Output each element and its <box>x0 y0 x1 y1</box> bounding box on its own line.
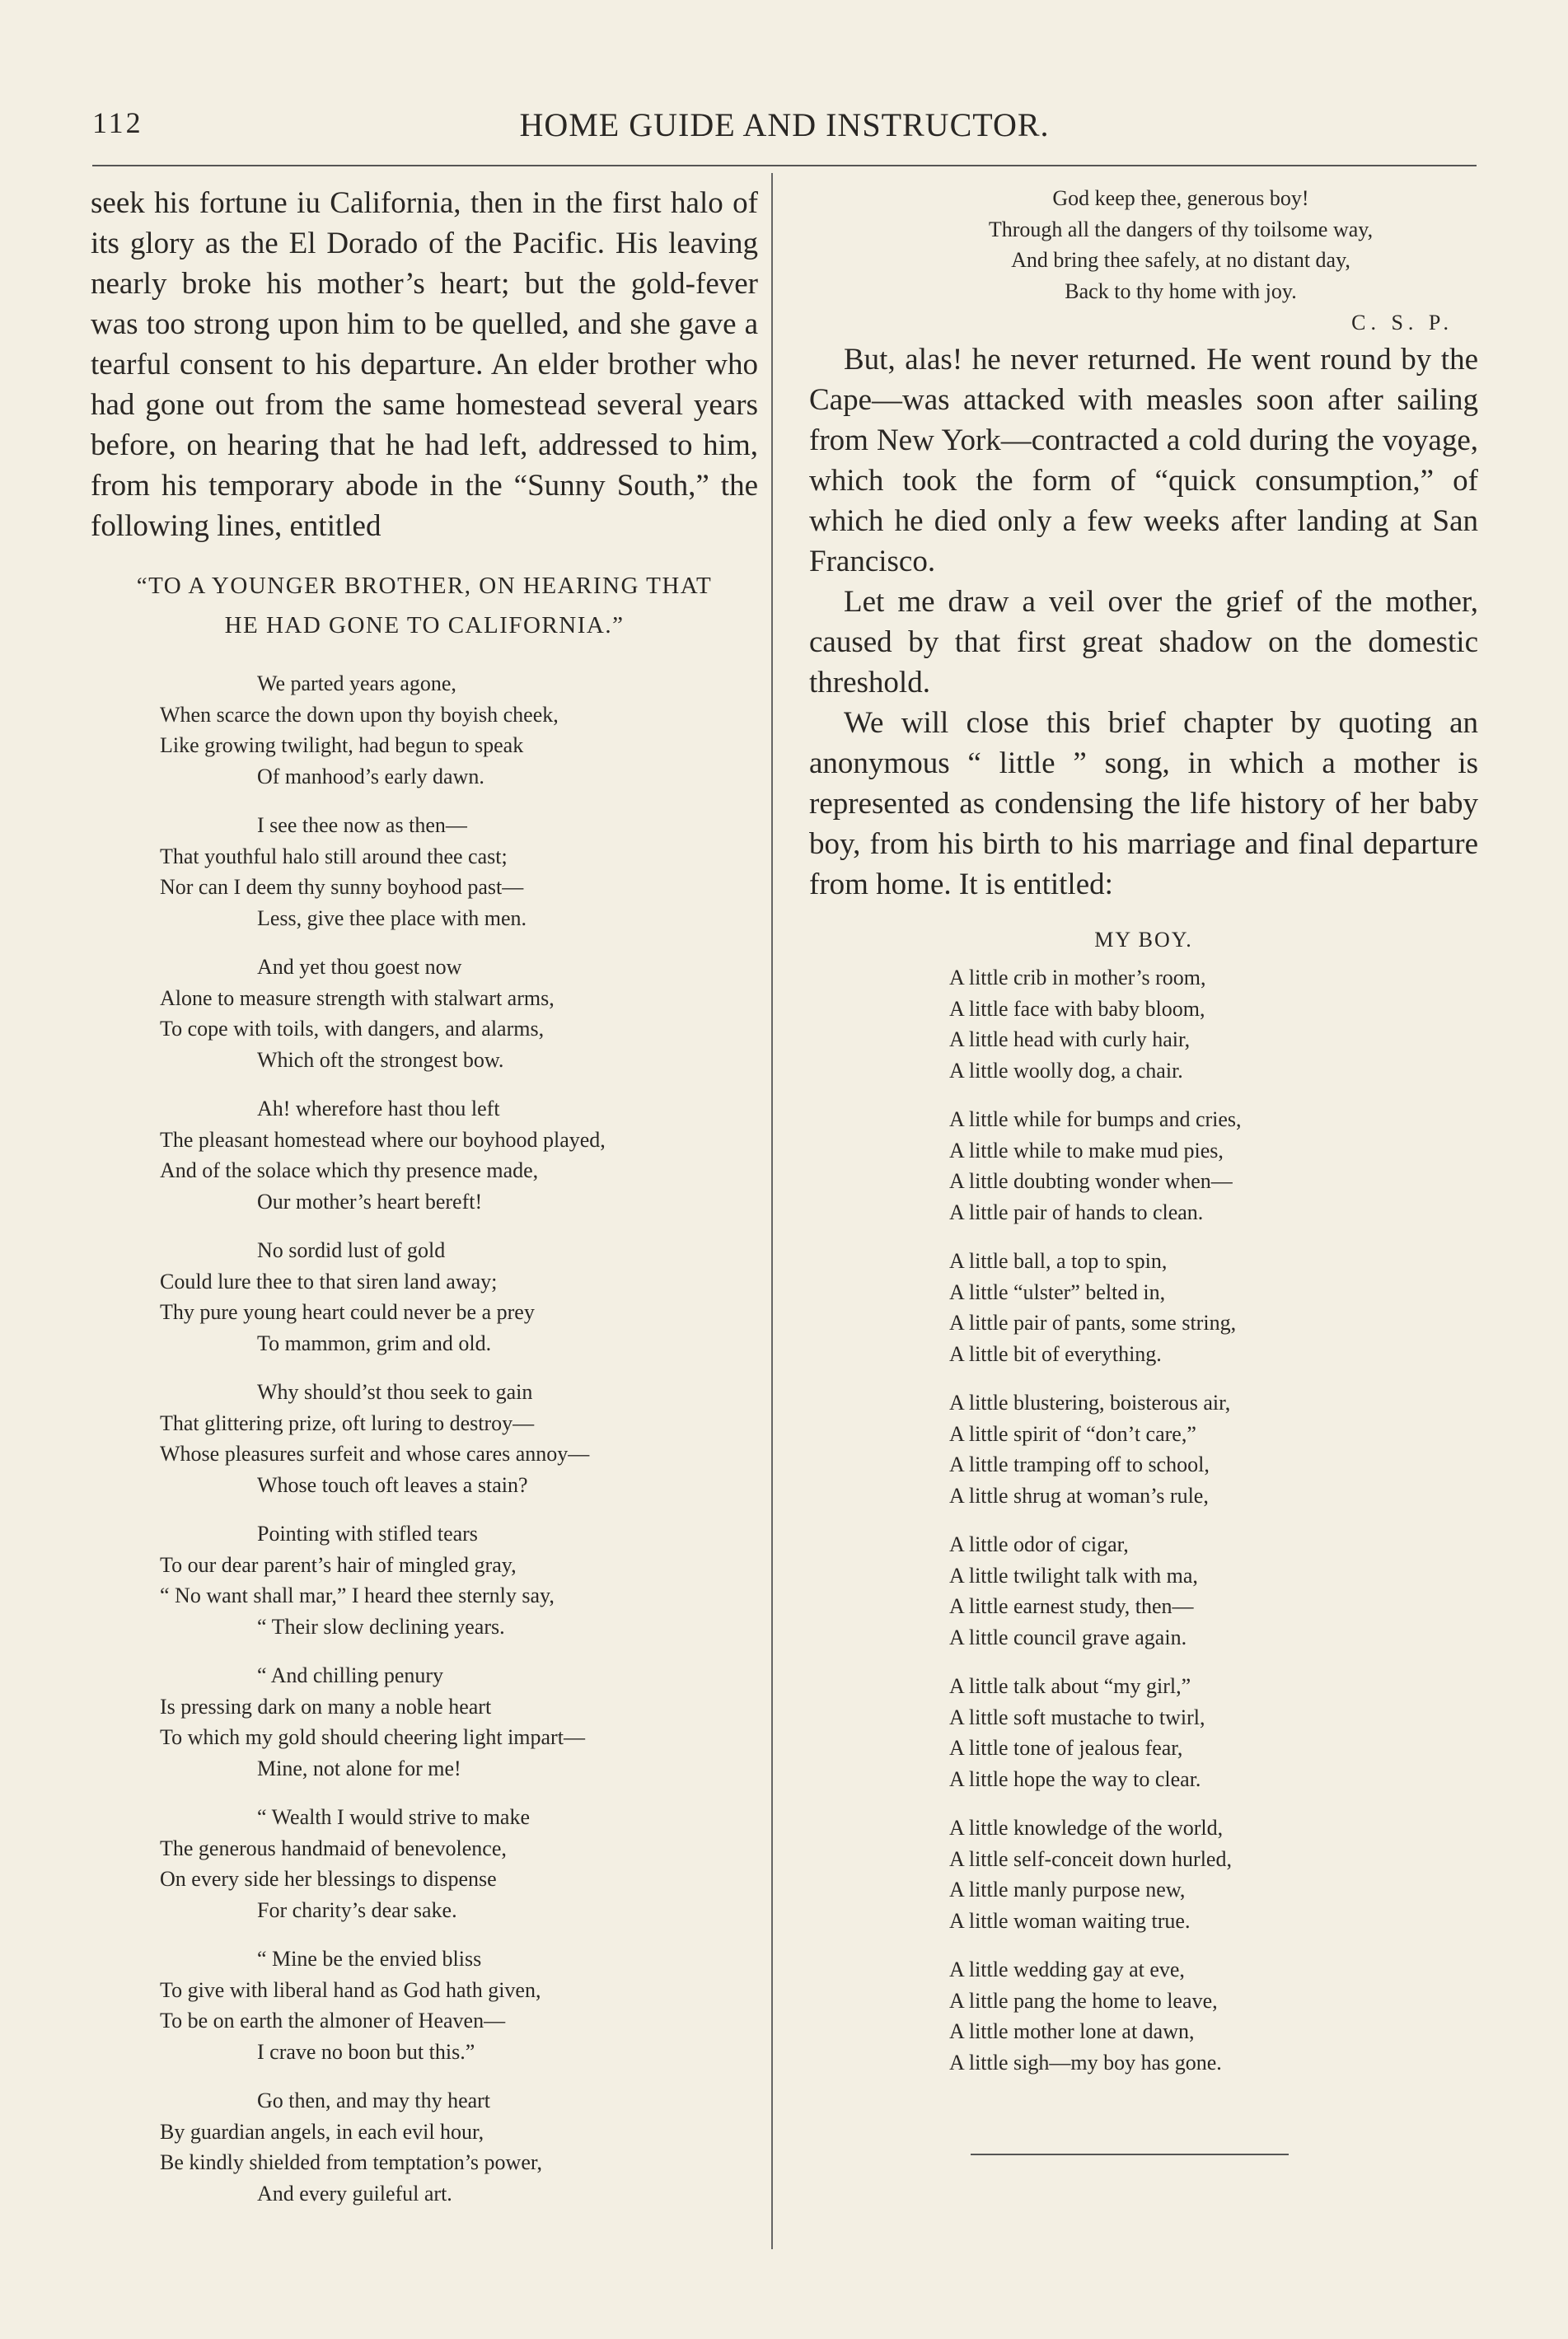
stanza <box>160 2085 758 2209</box>
poem-line: A little “ulster” belted in, <box>949 1279 1166 1304</box>
intro-paragraph: seek his fortune iu California, then in the first halo of its glory as the El Dorado of the Pacific. His leaving nearly broke his mother’s heart; but the gold-fever was too strong upon him to be quelled, and she gave a tearful consent to his departure. An elder brother who had gone out from the same homestead several years before, on hearing that he had left, addressed to him, from his temporary abode in the “Sunny South,” the following lines, entitled <box>91 186 758 543</box>
poem-line: To be on earth the almoner of Heaven— <box>160 2009 506 2033</box>
stanza <box>949 1246 1478 1369</box>
poem-line: A little talk about “my girl,” <box>949 1674 1191 1698</box>
poem-line: “ No want shall mar,” I heard thee sternly say, <box>160 1584 555 1607</box>
stanza <box>160 952 758 1075</box>
stanza <box>160 1944 758 2067</box>
poem-line: Is pressing dark on many a noble heart <box>160 1694 492 1719</box>
poem-line: When scarce the down upon thy boyish cheek, <box>160 702 559 727</box>
stanza <box>160 1093 758 1217</box>
poem-line: A little pair of hands to clean. <box>949 1200 1204 1224</box>
stanza <box>160 1660 758 1784</box>
poem-line: A little doubting wonder when— <box>949 1169 1233 1193</box>
poem-line: “ And chilling penury <box>257 1663 444 1687</box>
poem-line: A little soft mustache to twirl, <box>949 1705 1205 1729</box>
poem-line: And every guileful art. <box>257 2181 452 2206</box>
poem-line: Why should’st thou seek to gain <box>257 1380 533 1404</box>
stanza <box>949 1671 1478 1794</box>
stanza <box>160 1518 758 1642</box>
poem-line: Whose touch oft leaves a stain? <box>257 1472 528 1497</box>
poem-line: That glittering prize, oft luring to destroy— <box>160 1410 535 1435</box>
poem-line: That youthful halo still around thee cast; <box>160 844 508 868</box>
poem-closing-verse <box>809 183 1478 306</box>
poem-line: And bring thee safely, at no distant day, <box>1011 248 1350 272</box>
right-column <box>809 183 1478 2096</box>
paragraph-veil: Let me draw a veil over the grief of the mother, caused by that first great shadow on the domestic threshold. <box>809 585 1478 699</box>
my-boy-title: MY BOY. <box>1094 928 1193 952</box>
poem-line: A little shrug at woman’s rule, <box>949 1483 1209 1508</box>
poem-line: A little council grave again. <box>949 1625 1187 1649</box>
poem-line: And of the solace which thy presence made, <box>160 1158 539 1182</box>
poem-line: Our mother’s heart bereft! <box>257 1189 483 1214</box>
paragraph-closing: We will close this brief chapter by quoting an anonymous “ little ” song, in which a mother is represented as condensing the life history of her baby boy, from his birth to his marriage and final departure from home. It is entitled: <box>809 706 1478 901</box>
stanza <box>949 1387 1478 1511</box>
poem-line: I see thee now as then— <box>257 813 467 837</box>
stanza <box>949 1529 1478 1653</box>
poem-line: A little sigh—my boy has gone. <box>949 2050 1222 2075</box>
poem-signature: C. S. P. <box>1351 311 1453 334</box>
stanza <box>949 1104 1478 1228</box>
stanza <box>949 1813 1478 1936</box>
poem-line: On every side her blessings to dispense <box>160 1867 497 1891</box>
poem-line: A little wedding gay at eve, <box>949 1958 1185 1981</box>
poem-line: A little woolly dog, a chair. <box>949 1058 1183 1083</box>
poem-line: Whose pleasures surfeit and whose cares annoy— <box>160 1442 590 1466</box>
poem-line: To our dear parent’s hair of mingled gray, <box>160 1552 517 1577</box>
poem-line: Like growing twilight, had begun to speak <box>160 733 524 757</box>
poem-line: A little spirit of “don’t care,” <box>949 1421 1196 1446</box>
poem-line: A little while for bumps and cries, <box>949 1107 1242 1131</box>
poem-line: The generous handmaid of benevolence, <box>160 1836 507 1860</box>
poem-line: God keep thee, generous boy! <box>1052 186 1309 210</box>
poem-line: A little odor of cigar, <box>949 1532 1129 1556</box>
poem-line: Thy pure young heart could never be a prey <box>160 1300 535 1324</box>
running-title: HOME GUIDE AND INSTRUCTOR. <box>519 106 1050 143</box>
poem-line: Mine, not alone for me! <box>257 1756 461 1780</box>
poem-line: No sordid lust of gold <box>257 1238 446 1262</box>
poem-line: A little pang the home to leave, <box>949 1988 1218 2013</box>
stanza <box>160 668 758 792</box>
poem-line: By guardian angels, in each evil hour, <box>160 2119 484 2144</box>
poem-line: A little pair of pants, some string, <box>949 1311 1237 1335</box>
poem-line: A little bit of everything. <box>949 1341 1162 1366</box>
poem-line: Pointing with stifled tears <box>257 1522 478 1546</box>
poem-line: A little while to make mud pies, <box>949 1138 1224 1162</box>
poem-line: A little crib in mother’s room, <box>949 966 1206 989</box>
stanza <box>949 1954 1478 2078</box>
poem-line: Back to thy home with joy. <box>1065 278 1297 303</box>
poem-line: A little tramping off to school, <box>949 1453 1210 1476</box>
poem-line: “ Their slow declining years. <box>257 1614 505 1639</box>
poem-line: Less, give thee place with men. <box>257 905 527 930</box>
poem-title-line-2: HE HAD GONE TO CALIFORNIA.” <box>224 612 625 639</box>
poem-title-line-1: “TO A YOUNGER BROTHER, ON HEARING THAT <box>136 573 713 599</box>
poem-line: A little twilight talk with ma, <box>949 1563 1198 1588</box>
poem-line: To mammon, grim and old. <box>257 1331 492 1355</box>
poem-line: To give with liberal hand as God hath given, <box>160 1977 541 2002</box>
poem-line: “ Mine be the envied bliss <box>257 1947 482 1971</box>
poem-line: Of manhood’s early dawn. <box>257 764 484 788</box>
poem-line: Ah! wherefore hast thou left <box>257 1097 500 1120</box>
stanza <box>160 1802 758 1925</box>
poem-line: A little earnest study, then— <box>949 1594 1194 1618</box>
poem-line: A little self-conceit down hurled, <box>949 1846 1232 1871</box>
poem-line: A little woman waiting true. <box>949 1908 1191 1933</box>
poem-line: A little head with curly hair, <box>949 1027 1191 1051</box>
stanza <box>160 1235 758 1359</box>
poem-line: A little hope the way to clear. <box>949 1766 1201 1791</box>
poem-line: Alone to measure strength with stalwart arms, <box>160 985 555 1010</box>
poem-line: I crave no boon but this.” <box>257 2039 475 2064</box>
stanza <box>160 1377 758 1500</box>
poem-line: A little manly purpose new, <box>949 1878 1186 1902</box>
poem-line: And yet thou goest now <box>257 955 462 979</box>
left-column <box>91 183 758 2227</box>
header-rule <box>92 165 1477 166</box>
poem-line: Nor can I deem thy sunny boyhood past— <box>160 875 524 899</box>
poem-line: Go then, and may thy heart <box>257 2089 491 2112</box>
poem-line: To which my gold should cheering light impart— <box>160 1725 585 1749</box>
stanza <box>160 810 758 933</box>
poem-line: To cope with toils, with dangers, and alarms, <box>160 1017 545 1041</box>
paragraph-never-returned: But, alas! he never returned. He went round by the Cape—was attacked with measles soon after sailing from New York—contracted a cold during the voyage, which took the form of “quick consumption,” of which he died only a few weeks after landing at San Francisco. <box>809 343 1478 578</box>
column-divider <box>771 173 773 2249</box>
end-of-chapter-rule <box>971 2154 1289 2155</box>
poem-line: We parted years agone, <box>257 671 456 695</box>
poem-line: The pleasant homestead where our boyhood played, <box>160 1127 606 1152</box>
poem-line: Could lure thee to that siren land away; <box>160 1269 498 1293</box>
stanza <box>949 962 1478 1086</box>
page-header <box>92 105 1477 155</box>
brother-poem <box>91 668 758 2209</box>
poem-line: Be kindly shielded from temptation’s power, <box>160 2150 542 2174</box>
poem-line: A little mother lone at dawn, <box>949 2019 1195 2043</box>
poem-line: For charity’s dear sake. <box>257 1897 457 1922</box>
poem-line: A little knowledge of the world, <box>949 1816 1224 1840</box>
poem-line: Through all the dangers of thy toilsome way, <box>988 217 1374 241</box>
poem-line: A little tone of jealous fear, <box>949 1736 1183 1760</box>
poem-line: A little face with baby bloom, <box>949 996 1205 1021</box>
my-boy-poem <box>809 962 1478 2078</box>
poem-line: A little blustering, boisterous air, <box>949 1391 1231 1415</box>
poem-line: Which oft the strongest bow. <box>257 1047 504 1072</box>
page-number: 112 <box>92 106 143 139</box>
poem-line: “ Wealth I would strive to make <box>257 1805 531 1829</box>
poem-line: A little ball, a top to spin, <box>949 1249 1168 1273</box>
